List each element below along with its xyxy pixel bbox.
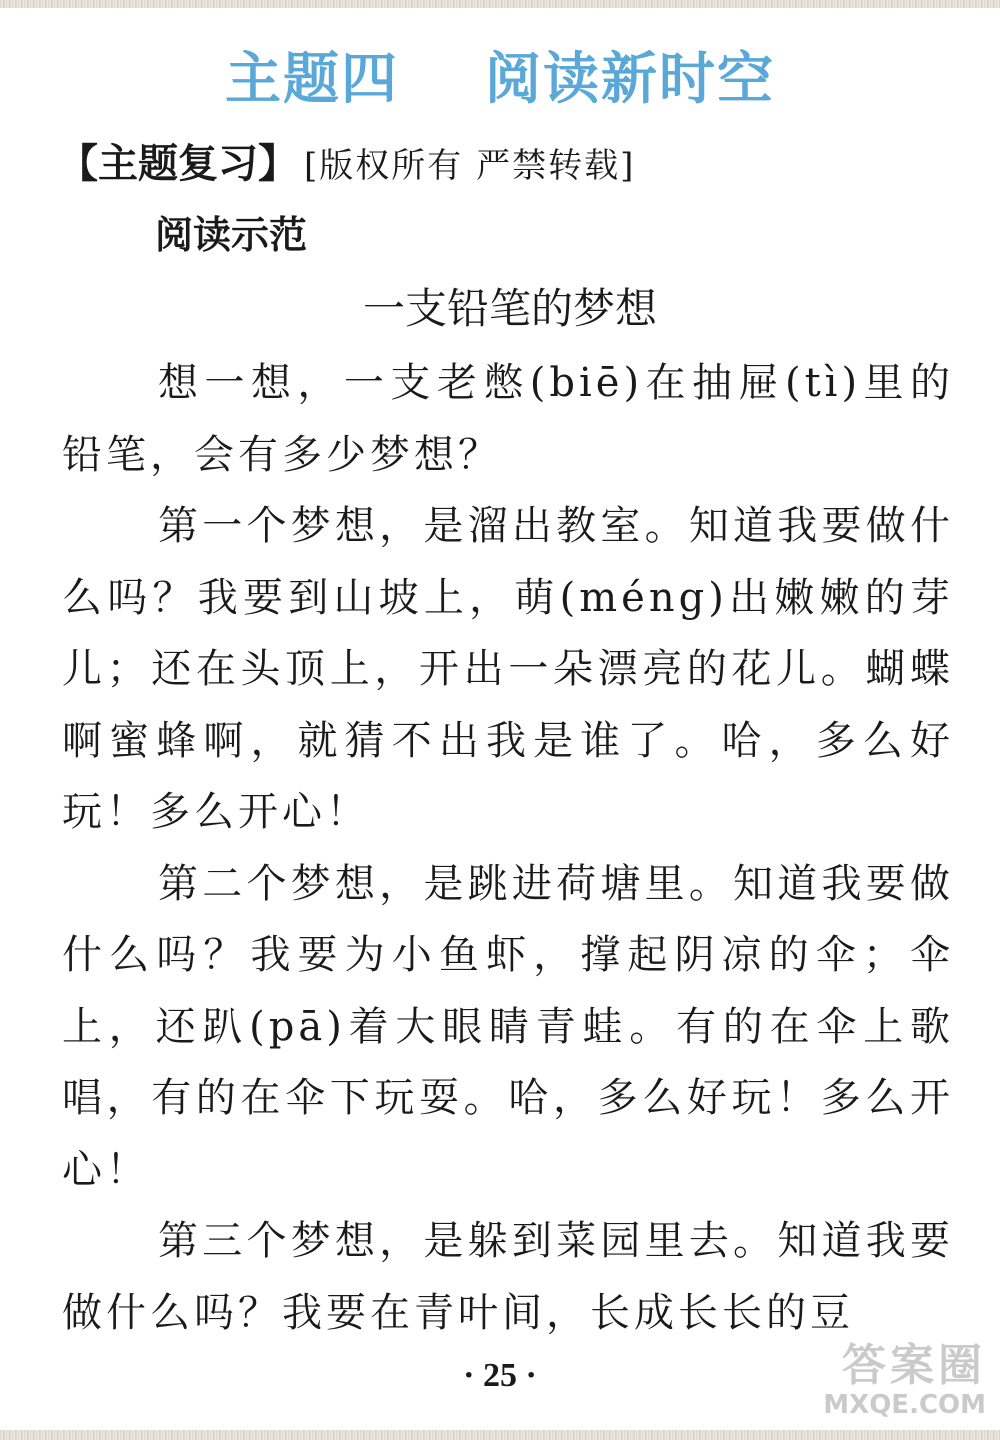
article-body xyxy=(62,348,954,1349)
article-paragraph: 第三个梦想，是躲到菜园里去。知道我要做什么吗？我要在青叶间，长成长长的豆 xyxy=(62,1218,954,1336)
article-paragraph: 第一个梦想，是溜出教室。知道我要做什么吗？我要到山坡上，萌(méng)出嫩嫩的芽儿；还在头顶上，开出一朵漂亮的花儿。蝴蝶啊蜜蜂啊，就猜不出我是谁了。哈，多么好玩！多么开心！ xyxy=(62,503,954,835)
watermark-logo xyxy=(796,1342,986,1422)
subsection-title: 阅读示范 xyxy=(155,213,308,257)
page-number: · 25 · xyxy=(463,1357,537,1394)
page-top-edge xyxy=(0,0,1000,8)
watermark-logo-text: 答案圈 xyxy=(842,1340,986,1391)
chapter-title: 主题四 阅读新时空 xyxy=(225,47,775,112)
section-title: 【主题复习】 xyxy=(58,141,298,187)
copyright-notice: [版权所有 严禁转载] xyxy=(304,146,636,186)
article-paragraph: 第二个梦想，是跳进荷塘里。知道我要做什么吗？我要为小鱼虾，撑起阴凉的伞；伞上，还趴(pā)着大眼睛青蛙。有的在伞上歌唱，有的在伞下玩耍。哈，多么好玩！多么开心！ xyxy=(62,860,954,1193)
watermark-site-text: MXQE.COM xyxy=(823,1390,986,1420)
article-paragraph: 想一想，一支老憋(biē)在抽屉(tì)里的铅笔，会有多少梦想？ xyxy=(62,360,954,478)
section-header xyxy=(58,140,635,190)
page-bottom-edge xyxy=(0,1430,1000,1440)
article-title: 一支铅笔的梦想 xyxy=(362,284,657,333)
